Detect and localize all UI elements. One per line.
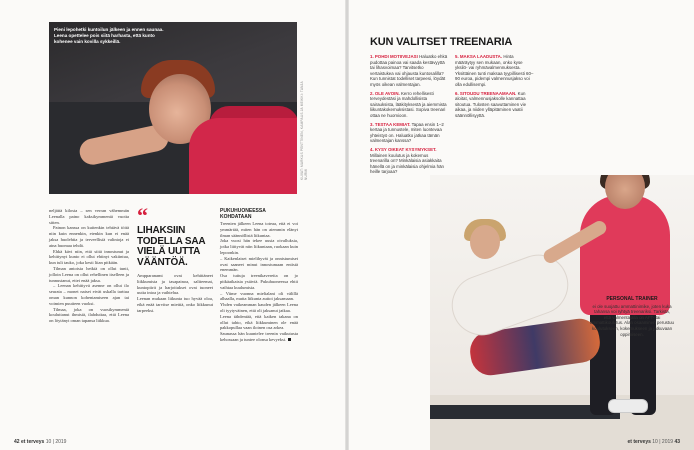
paragraph: Tilmaa, joka on vuosikymmeniä kouluttanut ihmisiä, ilahduttaa, että Leena on löytänyt oman tapansa liikkua.: [49, 306, 129, 324]
tip-item: 5. MAKSA LAADUSTA. Hinta määräytyy sen mukaan, onko kyse yksilö- vai ryhmävalmennuksesta. Yksittäinen tunti maksaa tyypillisesti 60–90 euroa, pidempi valmennusjakso voi olla edullisempi.: [455, 54, 534, 87]
quote-mark-icon: “: [137, 203, 148, 228]
tips-column-1: [370, 54, 448, 178]
paragraph: Treenien jälkeen Leena toteaa, että ei voi ymmärtää, miten hän on aiemmin elänyt ilman säännöllistä liikuntaa.: [220, 221, 298, 238]
page-number: 43: [674, 439, 680, 445]
magazine-brand: et terveys: [627, 439, 651, 445]
trainer-text: ei ole suojattu ammattinimike, joten kuka tahansa voi ryhtyä treenariksi. Tarkista, että valmentajalla on AFT- tai ammattikoulutus. Alan osaaminen perustuu koulutukseen, kokemukseen ja jatkuvaan oppimiseen.: [590, 303, 674, 337]
end-mark-icon: [288, 338, 291, 341]
resting-woman-photo: [49, 22, 297, 194]
tip-item: 2. OLE AVOIN. Kerro rehellisesti terveydestäsi ja mahdollisista sairauksista, lääkityksestä ja aiemmista liikuntakokemuksistasi. Sopiva treenari ottaa ne huomioon.: [370, 90, 447, 118]
tip-item: 4. KYSY OIKEAT KYSYMYKSET. Millainen koulutus ja kokemus treenarilla on? Minkälaisia asiakkaita hänellä on ja minkälaisia ohjelmia hän heille tarjoaa?: [370, 146, 444, 175]
paragraph: Ehkä kävi niin, että siitä innostunut ja kehittynyt kunto ei ollut ehtinyt vakiintua, kun tuli tauko, joka kesti liian pitkään.: [49, 248, 129, 266]
paragraph: – Kaikenlaiset mielihyvät ja onnistumiset ovat saaneet minut innostumaan entistä enemmän.: [220, 255, 298, 273]
photo-credit: KUVAT: MARKUS PENTTINEN, KAMPAUS JA MEIKKI: TANJA NURMI: [300, 81, 308, 180]
spine-gutter: [345, 0, 349, 450]
tips-column-2: [455, 54, 535, 122]
paragraph: Painon kanssa on kuitenkin tehtävä töitä niin kuin ennenkin, etenkin kun ei enää jaksa huolehtia ja terveellisiä valintoja ei aina huomaa tehdä.: [49, 225, 129, 248]
page-number: 42: [14, 439, 20, 445]
photo-caption: Pieni lepohetki kuntoilun jälkeen ja ennen saunaa. Leena opettelee pois siitä harhasta, että kunto kohenee vain kovilla sykkeillä.: [54, 27, 164, 44]
paragraph: Ampparanamt ovat kehittäneet liikkumista ja tasapainoa, saliteemat, kuntopiirit ja harjoitukset ovat tuoneet uutta intoa ja vaihtelua.: [137, 273, 213, 296]
paragraph: Saunassa hän kuuntelee treenin vaikutusta kehossaan ja tuntee olonsa kevyeksi.: [220, 331, 298, 342]
paragraph: – Viime vuonna mielialani oli välillä alhaalla, mutta liikunta auttoi jaksamaan.: [220, 290, 298, 302]
pull-quote-text: LIHAKSIIN TODELLA SAA VIELÄ UUTTA VÄÄNTÖÄ.: [137, 225, 205, 268]
paragraph: Leenan mukaan liikunta tuo hyvää oloa, eikä enää tarvitse miettiä, onko liikkunut tarpeeksi.: [137, 296, 213, 313]
issue-number: 10 | 2019: [652, 439, 674, 445]
pull-quote: [137, 203, 213, 268]
headline: KUN VALITSET TREENARIA: [370, 36, 513, 48]
folio-right: [628, 439, 680, 445]
folio-left: [14, 439, 66, 445]
tip-item: 6. SITOUDU TREENAAMAAN. Kun aloitat, valmennusjaksolle kannattaa sitoutua. Tulosten saavuttaminen vie aikaa, ja niiden ylläpitäminen vaatii säännöllisyyttä.: [455, 90, 527, 118]
magazine-brand: et terveys: [20, 439, 45, 445]
paragraph: neljättä kilosta – sen verran vähemmän Leenalla paino kaksikymmentä vuotta sitten.: [49, 208, 129, 225]
trainer-role: PERSONAL TRAINER: [606, 296, 658, 302]
paragraph: Yhden vaikeamman kauden jälkeen Leena oli tyytyväinen, että oli jaksanut jatkaa.: [220, 302, 298, 313]
body-column-3: [220, 208, 298, 343]
paragraph: Osa tuttuja treenikavereita on jo pitkäaikaisia ystäviä. Pukuhuoneessa ehtii vaihtaa kuulumisia.: [220, 273, 298, 290]
body-column-2: [137, 273, 213, 314]
paragraph: Tilman antoisia hetkiä on ollut tunti, jolloin Leena on ollut rehellinen itselleen ja tunnustanut, ettei enää jaksa.: [49, 265, 129, 283]
trainer-info-box: [590, 297, 674, 337]
paragraph: Joka vuosi hän tekee uusia oivalluksia, jotka liittyvät niin liikuntaan, ruokaan kuin lepoonkin.: [220, 238, 298, 255]
tip-item: 1. POHDI MOTIIVEJASI Haluatko ehkä pudottaa painoa vai saada kestävyyttä tai lihasvoimaa? Tarvitsetko vertaistukea vai ohjausta kuntosalilla? Kun tunnistat todelliset tarpeesi, löydät myös oikean valmentajan.: [370, 54, 448, 87]
section-subhead: PUKUHUONEESSA KOHDATAAN: [220, 208, 266, 220]
issue-number: 10 | 2019: [45, 439, 67, 445]
paragraph: Leena tähdentää, että kaiken takana on ollut tahto, eikä liikkuminen ole enää pakkopullaa vaan iloinen osa arkea.: [220, 313, 298, 331]
paragraph: – Leenan kehittyvä asenne on ollut ilo seurata – monet naiset eivät uskalla tarttua oman kunnon kohentamiseen ajan tai voimien puutteen vuoksi.: [49, 283, 129, 306]
tip-item: 3. TESTAA KEMIAT. Tapaa ensin 1–2 kertaa ja tunnustele, miten luontevaa yhteistyö on. Haluatko jatkaa tämän valmentajan kanssa?: [370, 121, 444, 144]
body-column-1: [49, 208, 129, 324]
